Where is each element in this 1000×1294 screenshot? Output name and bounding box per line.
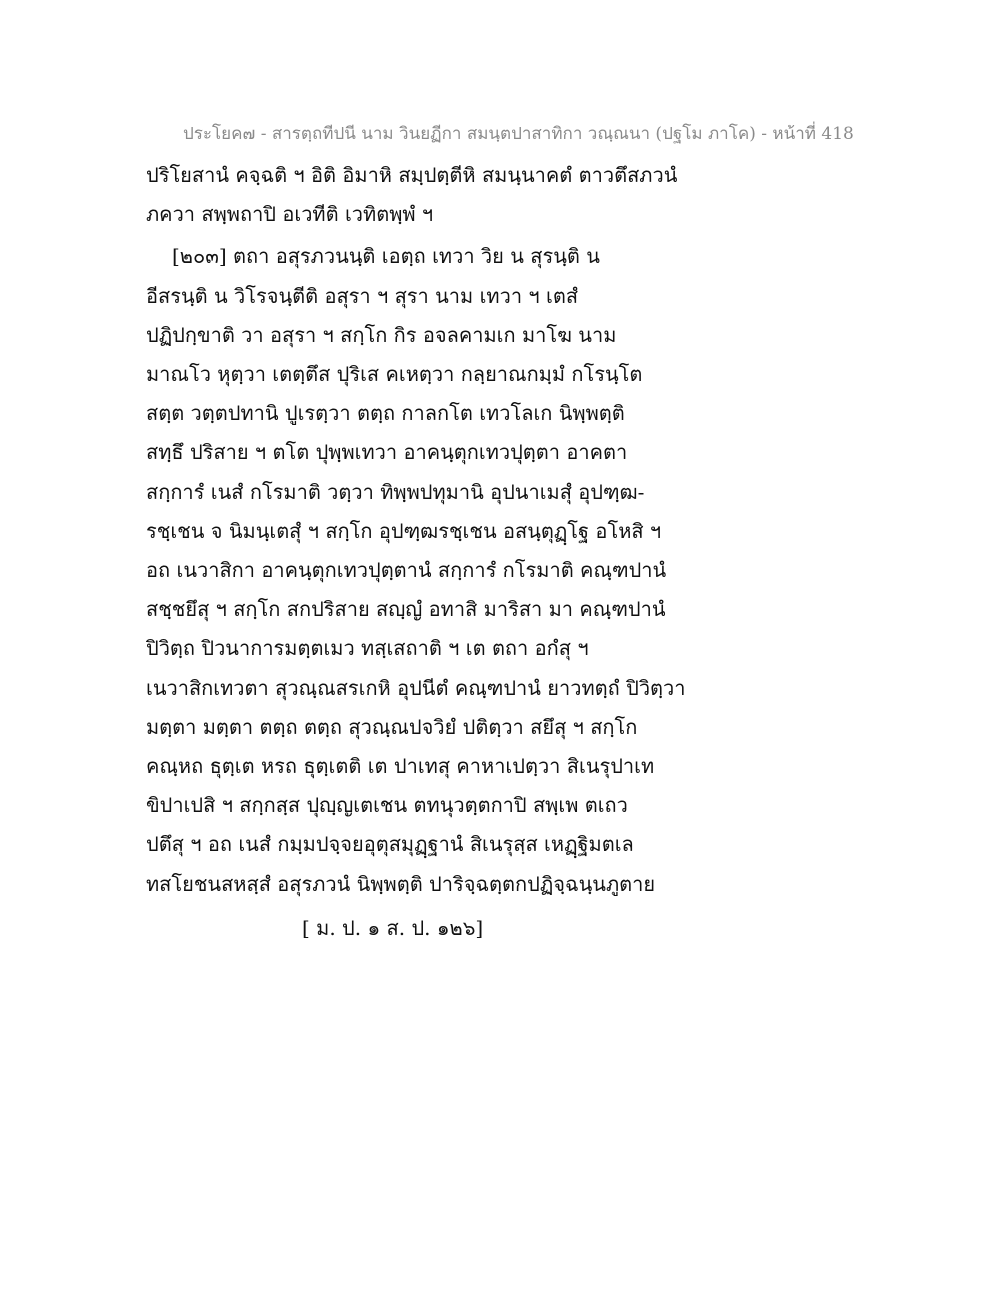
text-line: ขิปาเปสิ ฯ สกฺกสฺส ปุญฺญเตเชน ตทนุวตฺตกาปิ สพฺเพ ตเถว	[146, 793, 628, 818]
text-line: ปริโยสานํ คจฺฉติ ฯ อิติ อิมาหิ สมฺปตฺตีหิ สมนฺนาคตํ ตาวตึสภวนํ	[146, 163, 678, 187]
section-start-line: [๒๐๓] ตถา อสุรภวนนฺติ เอตฺถ เทวา วิย น สุรนฺติ น	[172, 244, 600, 269]
text-line: เนวาสิกเทวตา สุวณฺณสรเกหิ อุปนีตํ คณฺฑปานํ ยาวทตฺถํ ปิวิตฺวา	[146, 675, 686, 700]
text-line: ปตึสุ ฯ อถ เนสํ กมฺมปจฺจยอุตุสมุฏฺฐานํ สิเนรุสฺส เหฏฺฐิมตเล	[146, 832, 634, 857]
text-line: สชฺชยึสุ ฯ สกฺโก สกปริสาย สญฺญํ อทาสิ มาริสา มา คณฺฑปานํ	[146, 597, 666, 622]
text-line: สตฺต วตฺตปทานิ ปูเรตฺวา ตตฺถ กาลกโต เทวโลเก นิพฺพตฺติ	[146, 401, 625, 426]
running-header: ประโยค๗ - สารตฺถทีปนี นาม วินยฏีกา สมนฺตปาสาทิกา วณฺณนา (ปฐโม ภาโค) - หน้าที่ 418	[183, 124, 854, 144]
body-text	[146, 156, 686, 904]
text-line: อีสรนฺติ น วิโรจนฺตีติ อสุรา ฯ สุรา นาม เทวา ฯ เตสํ	[146, 283, 579, 308]
text-line: อถ เนวาสิกา อาคนฺตุกเทวปุตฺตานํ สกฺการํ กโรมาติ คณฺฑปานํ	[146, 558, 667, 583]
text-line: มาณโว หุตฺวา เตตฺตึส ปุริเส คเหตฺวา กลฺยาณกมฺมํ กโรนฺโต	[146, 362, 643, 387]
text-line: รชฺเชน จ นิมนฺเตสุํ ฯ สกฺโก อุปฑฺฒรชฺเชน อสนฺตุฏฺโฐ อโหสิ ฯ	[146, 518, 662, 543]
source-reference: [ ม. ป. ๑ ส. ป. ๑๒๖]	[302, 916, 484, 940]
text-line: ทสโยชนสหสฺสํ อสุรภวนํ นิพฺพตฺติ ปาริจฺฉตฺตกปฏิจฺฉนฺนภูตาย	[146, 871, 656, 896]
text-line: มตฺตา มตฺตา ตตฺถ ตตฺถ สุวณฺณปจวิยํ ปติตฺวา สยึสุ ฯ สกฺโก	[146, 714, 638, 739]
text-line: ภควา สพฺพถาปิ อเวทีติ เวทิตพฺพํ ฯ	[146, 202, 434, 227]
text-line: ปิวิตฺถ ปิวนาการมตฺตเมว ทสฺเสถาติ ฯ เต ตถา อกํสุ ฯ	[146, 636, 589, 661]
text-line: สกฺการํ เนสํ กโรมาติ วตฺวา ทิพฺพปทุมานิ อุปนาเมสุํ อุปฑฺฒ-	[146, 479, 645, 504]
text-line: ปฏิปกฺขาติ วา อสุรา ฯ สกฺโก กิร อจลคามเก มาโฆ นาม	[146, 322, 617, 347]
text-line: คณฺหถ ธุตฺเต หรถ ธุตฺเตติ เต ปาเทสุ คาหาเปตฺวา สิเนรุปาเท	[146, 754, 655, 779]
text-line: สทฺธึ ปริสาย ฯ ตโต ปุพฺพเทวา อาคนฺตุกเทวปุตฺตา อาคตา	[146, 440, 628, 465]
